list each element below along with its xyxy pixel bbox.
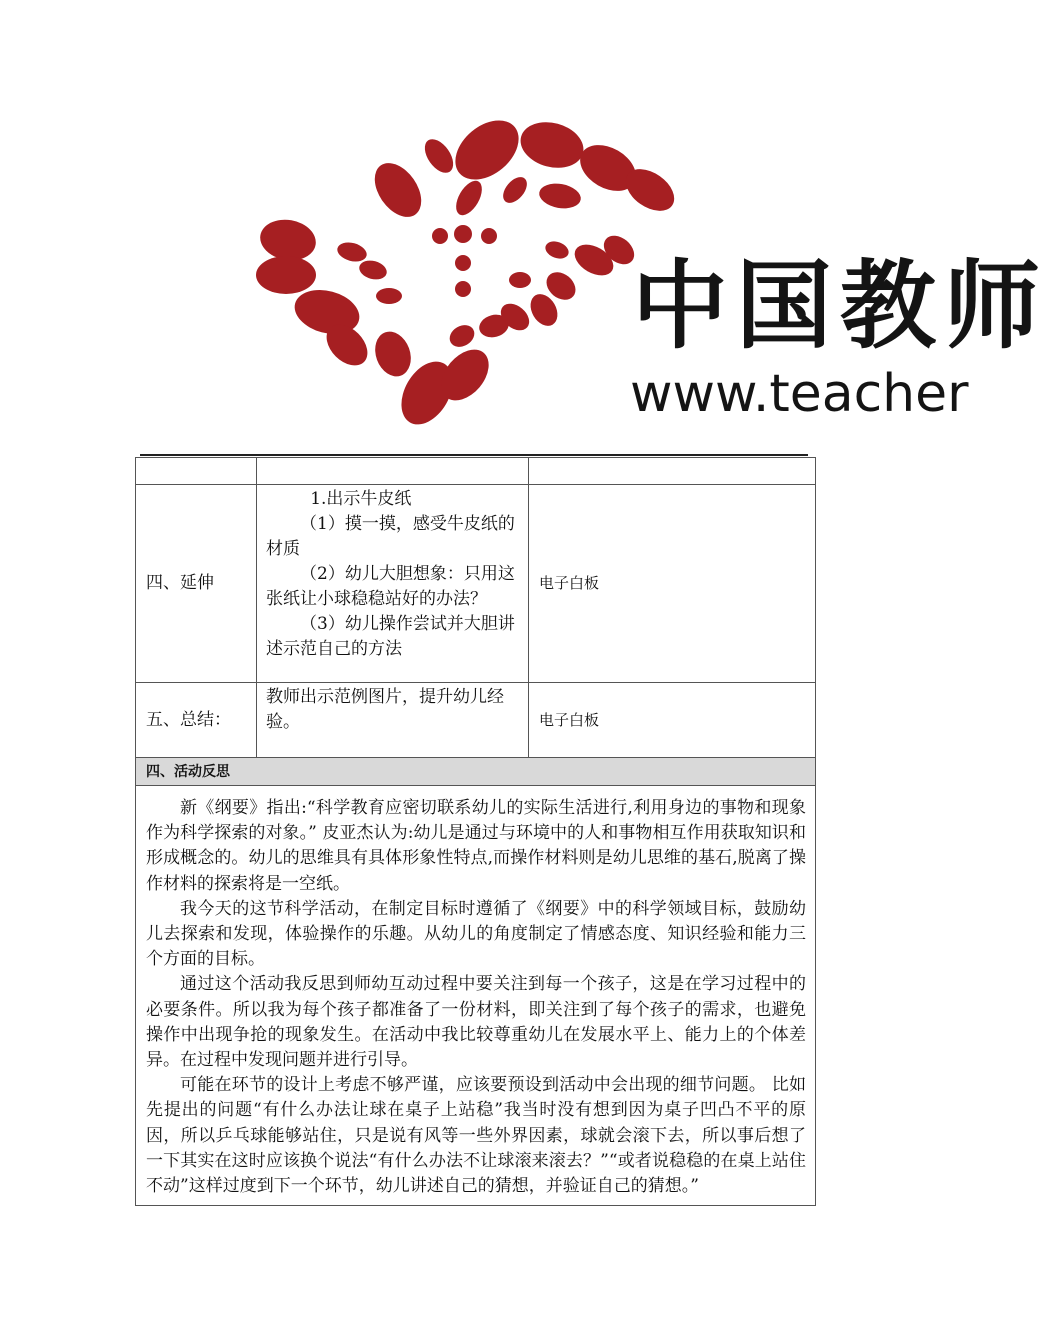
activity-line: （3）幼儿操作尝试并大胆讲述示范自己的方法 <box>266 614 515 659</box>
section-heading: 四、活动反思 <box>136 758 816 786</box>
activity-line: 1.出示牛皮纸 <box>310 489 412 509</box>
reflection-paragraph: 可能在环节的设计上考虑不够严谨，应该要预设到活动中会出现的细节问题。 比如先提出的问题“有什么办法让球在桌子上站稳”我当时没有想到因为桌子凹凸不平的原因，所以乒乓球能够站住，只是说有风等一些外界因素，球就会滚下去，所以事后想了一下其实在这时应该换个说法“有什么办法不让球滚来滚去？”“或者说稳稳的在桌上站住不动”这样过度到下一个环节，幼儿讲述自己的猜想，并验证自己的猜想。” <box>146 1075 806 1197</box>
logo-dot <box>357 258 389 283</box>
logo-dot <box>455 255 471 271</box>
table-cell <box>257 458 529 485</box>
logo-dot <box>537 181 583 212</box>
logo-dot <box>509 272 531 288</box>
reflection-paragraph: 我今天的这节科学活动，在制定目标时遵循了《纲要》中的科学领域目标，鼓励幼儿去探索和发现，体验操作的乐趣。从幼儿的角度制定了情感态度、知识经验和能力三个方面的目标。 <box>146 898 806 970</box>
logo-dot <box>446 321 479 351</box>
logo-dot <box>256 256 316 294</box>
table-row-empty <box>136 458 816 485</box>
table-row <box>136 485 816 683</box>
activity-cell <box>257 683 529 758</box>
logo-dot <box>481 228 497 244</box>
reflection-paragraph: 新《纲要》指出:“科学教育应密切联系幼儿的实际生活进行,利用身边的事物和现象作为科学探索的对象。” 皮亚杰认为:幼儿是通过与环境中的人和事物相互作用获取知识和形成概念的。幼儿的思维具有具体形象性特点,而操作材料则是幼儿思维的基石,脱离了操作材料的探索将是一空纸。 <box>146 798 806 894</box>
stage-label: 五、总结： <box>136 683 257 758</box>
logo-dot <box>365 155 431 226</box>
logo-dot <box>432 228 448 244</box>
reflection-row <box>136 786 816 1206</box>
logo-dot <box>454 225 472 243</box>
logo-dot <box>335 239 369 264</box>
reflection-body <box>136 786 816 1206</box>
logo-dot <box>515 115 588 174</box>
logo-dot <box>455 281 471 297</box>
stage-label: 四、延伸 <box>136 485 257 683</box>
header-rule <box>140 454 808 456</box>
logo-dot <box>543 238 571 261</box>
activity-line: （1）摸一摸，感受牛皮纸的材质 <box>266 514 515 559</box>
logo-dot <box>498 173 531 208</box>
lesson-table <box>135 457 816 1206</box>
table-row <box>136 683 816 758</box>
activity-cell <box>257 485 529 683</box>
logo-dot <box>376 288 402 304</box>
logo-dot <box>451 177 487 220</box>
logo-url-text: www.teacher <box>630 364 969 424</box>
logo-dot <box>369 327 417 382</box>
logo-chinese-text: 中国教师 <box>632 250 1048 362</box>
resource-label: 电子白板 <box>529 683 816 758</box>
reflection-paragraph: 通过这个活动我反思到师幼互动过程中要关注到每一个孩子，这是在学习过程中的必要条件。所以我为每个孩子都准备了一份材料，即关注到了每个孩子的需求，也避免操作中出现争抢的现象发生。在活动中我比较尊重幼儿在发展水平上、能力上的个体差异。在过程中发现问题并进行引导。 <box>146 974 806 1071</box>
activity-line: 教师出示范例图片，提升幼儿经验。 <box>266 687 504 732</box>
section-header-row <box>136 758 816 786</box>
resource-label: 电子白板 <box>529 485 816 683</box>
table-cell <box>529 458 816 485</box>
logo-dot <box>419 134 459 178</box>
table-cell <box>136 458 257 485</box>
activity-line: （2）幼儿大胆想象：只用这张纸让小球稳稳站好的办法？ <box>266 564 515 609</box>
logo-spiral <box>256 108 682 433</box>
